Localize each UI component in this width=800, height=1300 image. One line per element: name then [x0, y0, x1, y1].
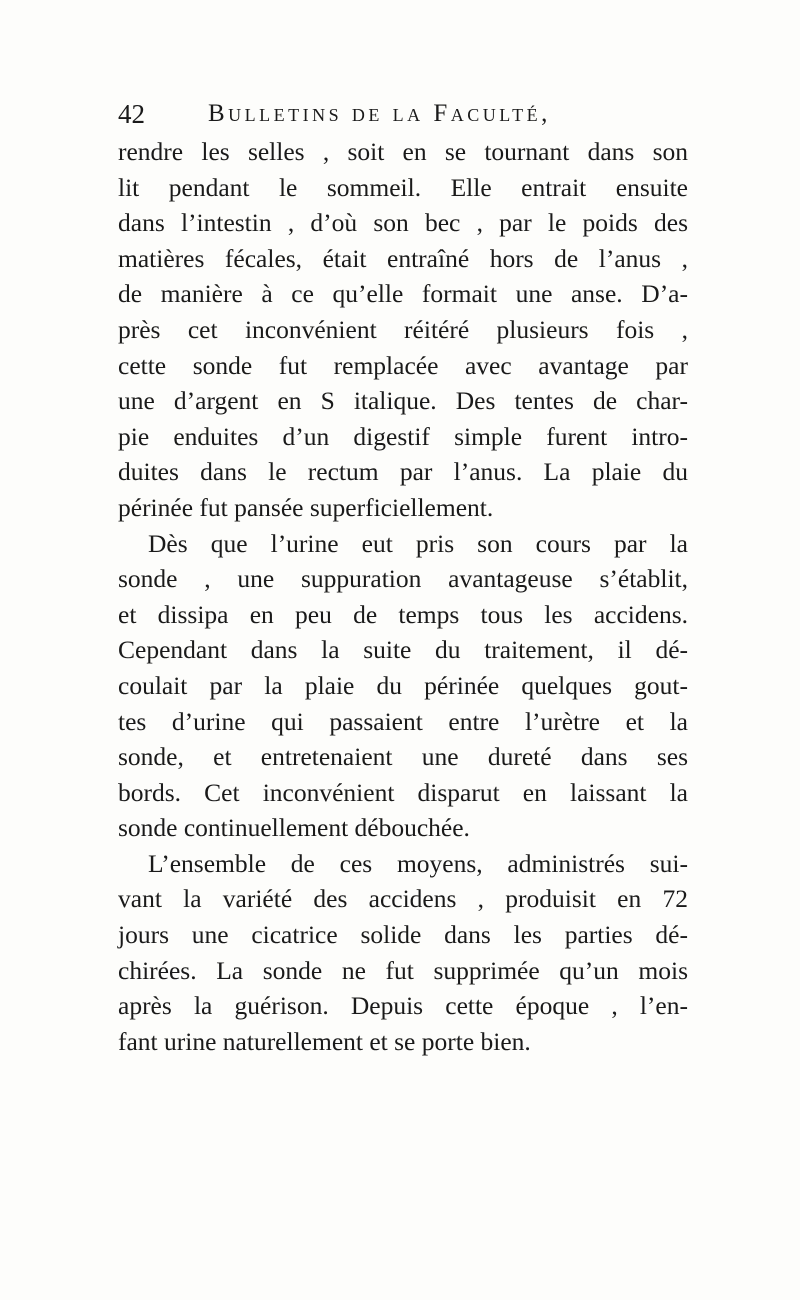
- paragraph-start-line: L’ensemble de ces moyens, administrés sui-: [148, 848, 688, 878]
- text-line: coulait par la plaie du périnée quelques gout-: [118, 670, 688, 700]
- text-line: matières fécales, était entraîné hors de l’anus ,: [118, 243, 688, 273]
- paragraph-end-line: sonde continuellement débouchée.: [118, 813, 470, 843]
- text-line: après la guérison. Depuis cette époque , l’en-: [118, 991, 688, 1021]
- text-line: dans l’intestin , d’où son bec , par le poids des: [118, 208, 688, 238]
- page-number: 42: [118, 99, 145, 129]
- text-line: tes d’urine qui passaient entre l’urètre et la: [118, 706, 688, 736]
- text-line: sonde , une suppuration avantageuse s’établit,: [118, 564, 688, 594]
- body-text: [118, 134, 688, 1059]
- running-title: Bulletins de la Faculté,: [208, 100, 551, 127]
- text-line: sonde, et entretenaient une dureté dans ses: [118, 742, 688, 772]
- text-line: une d’argent en S italique. Des tentes de char-: [118, 386, 688, 416]
- text-line: bords. Cet inconvénient disparut en laissant la: [118, 777, 688, 807]
- text-line: lit pendant le sommeil. Elle entrait ensuite: [118, 172, 688, 202]
- page-header: [118, 96, 688, 132]
- text-line: chirées. La sonde ne fut supprimée qu’un mois: [118, 955, 688, 985]
- text-line: rendre les selles , soit en se tournant dans son: [118, 137, 688, 166]
- paragraph-end-line: fant urine naturellement et se porte bien.: [118, 1026, 531, 1056]
- paragraph-start-line: Dès que l’urine eut pris son cours par la: [148, 528, 688, 558]
- text-line: et dissipa en peu de temps tous les accidens.: [118, 599, 688, 629]
- text-line: pie enduites d’un digestif simple furent intro-: [118, 421, 688, 451]
- text-line: duites dans le rectum par l’anus. La plaie du: [118, 457, 688, 487]
- text-line: cette sonde fut remplacée avec avantage par: [118, 350, 688, 380]
- text-line: jours une cicatrice solide dans les parties dé-: [118, 920, 688, 950]
- paragraph-end-line: périnée fut pansée superficiellement.: [118, 492, 494, 522]
- text-line: vant la variété des accidens , produisit en 72: [118, 884, 688, 914]
- text-line: de manière à ce qu’elle formait une anse. D’a-: [118, 279, 688, 309]
- text-line: Cependant dans la suite du traitement, il dé-: [118, 635, 688, 665]
- text-line: près cet inconvénient réitéré plusieurs fois ,: [118, 314, 688, 344]
